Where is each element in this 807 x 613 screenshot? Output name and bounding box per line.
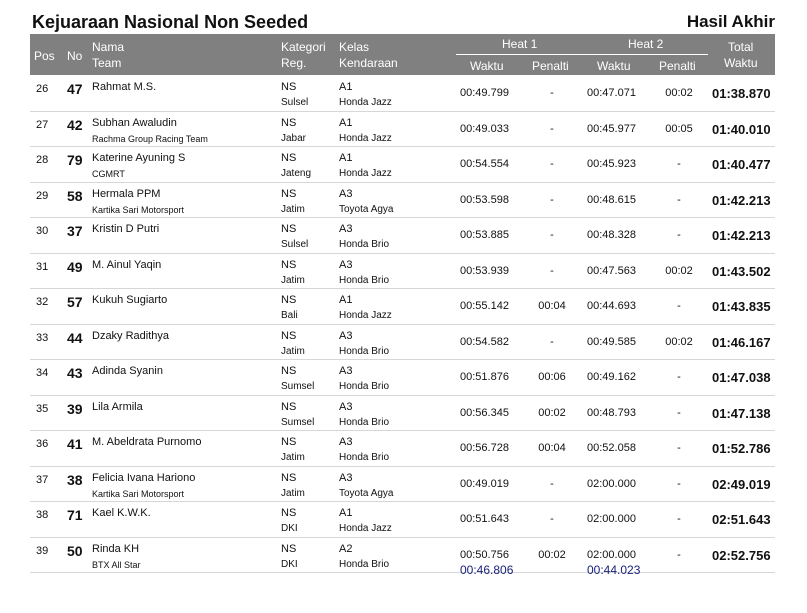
cell-kategori: NS — [281, 471, 297, 484]
cell-kendaraan: Honda Jazz — [339, 523, 392, 534]
cell-kategori: NS — [281, 81, 297, 93]
cell-heat2-waktu: 00:45.977 — [587, 122, 636, 135]
cell-kelas: A3 — [339, 400, 353, 413]
cell-no: 37 — [67, 223, 83, 239]
cell-kategori: NS — [281, 258, 297, 271]
header-reg: Reg. — [281, 56, 307, 70]
cell-heat1-waktu: 00:49.799 — [460, 87, 509, 99]
table-header — [30, 34, 775, 75]
cell-kelas: A1 — [339, 294, 353, 306]
cell-pos: 30 — [36, 225, 49, 237]
cell-no: 38 — [67, 471, 83, 488]
cell-heat2-penalti: 00:05 — [665, 122, 693, 135]
cell-heat1-waktu: 00:49.033 — [460, 122, 509, 135]
cell-heat1-waktu: 00:53.885 — [460, 229, 509, 241]
header-heat1-waktu: Waktu — [470, 59, 504, 73]
cell-kelas: A1 — [339, 507, 353, 519]
cell-pos: 35 — [36, 402, 49, 415]
cell-nama: Felicia Ivana Hariono — [92, 471, 196, 484]
cell-heat1-waktu: 00:50.756 — [460, 548, 509, 561]
cell-reg: Jabar — [281, 132, 307, 144]
cell-pos: 27 — [36, 118, 49, 131]
table-row — [30, 396, 775, 432]
cell-nama: Subhan Awaludin — [92, 116, 177, 129]
cell-kendaraan: Honda Jazz — [339, 168, 392, 179]
cell-pos: 34 — [36, 367, 49, 379]
cell-heat1-penalti: - — [550, 87, 554, 99]
cell-kategori: NS — [281, 187, 297, 200]
header-heat2: Heat 2 — [628, 37, 664, 51]
cell-heat2-waktu: 00:48.793 — [587, 406, 636, 419]
cell-total: 02:51.643 — [712, 512, 771, 527]
cell-kelas: A2 — [339, 542, 353, 555]
cell-total: 01:47.038 — [712, 370, 771, 385]
best-heat1: 00:46.806 — [460, 563, 514, 577]
cell-heat1-penalti: 00:04 — [538, 442, 566, 454]
cell-pos: 33 — [36, 331, 49, 344]
cell-team: Rachma Group Racing Team — [92, 133, 208, 144]
cell-nama: Kristin D Putri — [92, 223, 160, 235]
cell-kelas: A3 — [339, 471, 353, 484]
cell-heat1-penalti: 00:02 — [538, 406, 566, 419]
cell-heat1-penalti: 00:06 — [538, 371, 566, 383]
cell-no: 42 — [67, 116, 83, 133]
cell-kelas: A3 — [339, 258, 353, 271]
table-row — [30, 289, 775, 325]
header-heat2-waktu: Waktu — [597, 59, 631, 73]
cell-total: 01:52.786 — [712, 441, 771, 456]
table-row — [30, 183, 775, 219]
table-row — [30, 360, 775, 396]
header-kelas: Kelas — [339, 40, 370, 54]
cell-kategori: NS — [281, 152, 297, 164]
cell-total: 01:40.477 — [712, 157, 771, 172]
cell-reg: Jatim — [281, 452, 305, 463]
cell-heat1-waktu: 00:53.598 — [460, 193, 509, 206]
table-row — [30, 147, 775, 183]
cell-total: 01:46.167 — [712, 334, 771, 350]
table-row — [30, 538, 775, 574]
cell-heat2-penalti: 00:02 — [665, 264, 693, 277]
cell-kelas: A1 — [339, 81, 353, 93]
cell-kendaraan: Honda Brio — [339, 452, 390, 463]
header-heat1-penalti: Penalti — [532, 59, 569, 73]
cell-heat2-penalti: - — [677, 229, 681, 241]
cell-heat2-waktu: 02:00.000 — [587, 477, 636, 490]
header-total-waktu: Waktu — [724, 56, 758, 70]
cell-heat1-penalti: - — [550, 122, 554, 135]
cell-heat2-penalti: - — [677, 406, 681, 419]
table-row — [30, 112, 775, 148]
cell-kelas: A3 — [339, 187, 353, 200]
cell-kategori: NS — [281, 116, 297, 129]
cell-heat1-waktu: 00:56.728 — [460, 442, 509, 454]
cell-heat1-penalti: 00:02 — [538, 548, 566, 561]
cell-kendaraan: Honda Brio — [339, 416, 390, 428]
cell-heat2-penalti: - — [677, 477, 681, 490]
cell-total: 01:43.835 — [712, 299, 771, 314]
cell-kendaraan: Honda Brio — [339, 345, 390, 357]
cell-no: 41 — [67, 436, 83, 452]
cell-reg: Sulsel — [281, 239, 309, 250]
cell-kelas: A1 — [339, 152, 353, 164]
cell-pos: 38 — [36, 509, 49, 521]
cell-no: 58 — [67, 187, 83, 204]
cell-nama: Katerine Ayuning S — [92, 152, 186, 164]
cell-no: 39 — [67, 400, 83, 417]
cell-kategori: NS — [281, 294, 297, 306]
cell-team: Kartika Sari Motorsport — [92, 204, 185, 215]
header-team: Team — [92, 56, 122, 70]
table-row — [30, 218, 775, 254]
cell-reg: Jatim — [281, 274, 305, 286]
cell-no: 44 — [67, 329, 83, 346]
cell-kelas: A3 — [339, 436, 353, 448]
cell-reg: Sulsel — [281, 97, 309, 108]
cell-reg: Sumsel — [281, 416, 315, 428]
cell-heat2-penalti: 00:02 — [665, 87, 693, 99]
cell-heat1-penalti: 00:04 — [538, 300, 566, 312]
cell-total: 02:52.756 — [712, 547, 771, 563]
header-heat2-penalti: Penalti — [659, 59, 696, 73]
header-heat1: Heat 1 — [502, 37, 538, 51]
header-total: Total — [728, 40, 754, 54]
cell-heat2-waktu: 00:44.693 — [587, 300, 636, 312]
cell-no: 71 — [67, 507, 83, 523]
header-kendaraan: Kendaraan — [339, 56, 398, 70]
cell-total: 01:42.213 — [712, 228, 771, 243]
table-row — [30, 502, 775, 538]
cell-heat1-penalti: - — [550, 513, 554, 525]
cell-pos: 28 — [36, 154, 49, 166]
cell-team: BTX All Star — [92, 559, 141, 570]
cell-heat2-waktu: 00:52.058 — [587, 442, 636, 454]
cell-reg: Bali — [281, 310, 298, 321]
cell-kelas: A3 — [339, 223, 353, 235]
cell-reg: DKI — [281, 523, 298, 534]
cell-nama: M. Abeldrata Purnomo — [92, 436, 202, 448]
table-row — [30, 254, 775, 290]
cell-reg: Jatim — [281, 345, 305, 357]
cell-team: Kartika Sari Motorsport — [92, 488, 185, 499]
cell-kendaraan: Honda Jazz — [339, 310, 392, 321]
cell-no: 49 — [67, 258, 83, 275]
cell-no: 79 — [67, 152, 83, 168]
table-row — [30, 431, 775, 467]
cell-total: 01:38.870 — [712, 86, 771, 101]
cell-heat1-penalti: - — [550, 264, 554, 277]
cell-heat2-penalti: 00:02 — [665, 335, 693, 348]
cell-reg: Jatim — [281, 203, 305, 215]
cell-heat1-waktu: 00:53.939 — [460, 264, 509, 277]
cell-nama: Hermala PPM — [92, 187, 161, 200]
cell-heat1-waktu: 00:51.876 — [460, 371, 509, 383]
header-no: No — [67, 49, 83, 63]
cell-kategori: NS — [281, 507, 297, 519]
cell-nama: Lila Armila — [92, 400, 143, 413]
cell-heat2-penalti: - — [677, 548, 681, 561]
cell-kendaraan: Honda Jazz — [339, 97, 392, 108]
best-heat2: 00:44.023 — [587, 563, 641, 577]
header-nama: Nama — [92, 40, 125, 54]
cell-pos: 36 — [36, 438, 49, 450]
cell-team: CGMRT — [92, 169, 125, 179]
cell-reg: Sumsel — [281, 381, 315, 392]
cell-kelas: A3 — [339, 365, 353, 377]
cell-heat2-penalti: - — [677, 442, 681, 454]
cell-kendaraan: Honda Brio — [339, 274, 390, 286]
cell-kategori: NS — [281, 542, 297, 555]
cell-reg: Jateng — [281, 168, 312, 179]
cell-kendaraan: Honda Jazz — [339, 132, 392, 144]
cell-kategori: NS — [281, 436, 297, 448]
table-row — [30, 325, 775, 361]
results-table-body — [30, 76, 775, 573]
cell-heat1-waktu: 00:54.582 — [460, 335, 509, 348]
cell-heat2-waktu: 00:47.071 — [587, 87, 636, 99]
cell-no: 47 — [67, 81, 83, 97]
cell-heat2-waktu: 02:00.000 — [587, 548, 636, 561]
cell-heat1-penalti: - — [550, 193, 554, 206]
cell-kategori: NS — [281, 223, 297, 235]
cell-heat1-penalti: - — [550, 335, 554, 348]
cell-kelas: A1 — [339, 116, 353, 129]
page-title: Kejuaraan Nasional Non Seeded — [32, 12, 309, 32]
cell-pos: 32 — [36, 296, 49, 308]
cell-kendaraan: Honda Brio — [339, 381, 390, 392]
cell-heat1-waktu: 00:55.142 — [460, 300, 509, 312]
cell-heat2-waktu: 00:48.615 — [587, 193, 636, 206]
cell-nama: Kukuh Sugiarto — [92, 294, 168, 306]
cell-no: 57 — [67, 294, 83, 310]
cell-heat2-waktu: 00:49.585 — [587, 335, 636, 348]
cell-heat2-waktu: 02:00.000 — [587, 513, 636, 525]
cell-nama: M. Ainul Yaqin — [92, 258, 162, 271]
table-row — [30, 467, 775, 503]
cell-heat2-penalti: - — [677, 513, 681, 525]
header-heat-divider — [456, 54, 708, 55]
header-kategori: Kategori — [281, 40, 326, 54]
cell-heat1-penalti: - — [550, 477, 554, 490]
cell-kendaraan: Toyota Agya — [339, 487, 394, 499]
cell-nama: Adinda Syanin — [92, 365, 163, 377]
cell-total: 02:49.019 — [712, 476, 771, 492]
cell-reg: DKI — [281, 558, 298, 570]
cell-nama: Rinda KH — [92, 542, 140, 555]
cell-nama: Rahmat M.S. — [92, 81, 157, 93]
cell-heat1-waktu: 00:54.554 — [460, 158, 509, 170]
cell-kendaraan: Honda Brio — [339, 239, 390, 250]
table-row — [30, 76, 775, 112]
cell-no: 43 — [67, 365, 83, 381]
page-subtitle: Hasil Akhir — [686, 12, 775, 31]
cell-kategori: NS — [281, 329, 297, 342]
cell-no: 50 — [67, 542, 83, 559]
cell-kategori: NS — [281, 400, 297, 413]
cell-heat2-waktu: 00:45.923 — [587, 158, 636, 170]
cell-total: 01:42.213 — [712, 192, 771, 208]
cell-pos: 37 — [36, 473, 49, 486]
cell-heat1-waktu: 00:56.345 — [460, 406, 509, 419]
header-pos: Pos — [34, 49, 55, 63]
cell-pos: 29 — [36, 189, 49, 202]
cell-heat2-penalti: - — [677, 371, 681, 383]
cell-nama: Dzaky Radithya — [92, 329, 170, 342]
cell-total: 01:47.138 — [712, 405, 771, 421]
cell-heat2-penalti: - — [677, 300, 681, 312]
cell-total: 01:43.502 — [712, 263, 771, 279]
cell-nama: Kael K.W.K. — [92, 507, 151, 519]
cell-heat2-penalti: - — [677, 158, 681, 170]
cell-heat2-waktu: 00:49.162 — [587, 371, 636, 383]
cell-kategori: NS — [281, 365, 297, 377]
cell-heat1-waktu: 00:51.643 — [460, 513, 509, 525]
cell-heat1-penalti: - — [550, 158, 554, 170]
cell-reg: Jatim — [281, 487, 305, 499]
cell-heat2-waktu: 00:48.328 — [587, 229, 636, 241]
cell-pos: 31 — [36, 260, 49, 273]
cell-heat2-penalti: - — [677, 193, 681, 206]
cell-heat1-waktu: 00:49.019 — [460, 477, 509, 490]
cell-heat1-penalti: - — [550, 229, 554, 241]
cell-heat2-waktu: 00:47.563 — [587, 264, 636, 277]
cell-total: 01:40.010 — [712, 121, 771, 137]
cell-kendaraan: Toyota Agya — [339, 203, 394, 215]
cell-kendaraan: Honda Brio — [339, 558, 390, 570]
cell-pos: 26 — [36, 83, 49, 95]
cell-pos: 39 — [36, 544, 49, 557]
cell-kelas: A3 — [339, 329, 353, 342]
